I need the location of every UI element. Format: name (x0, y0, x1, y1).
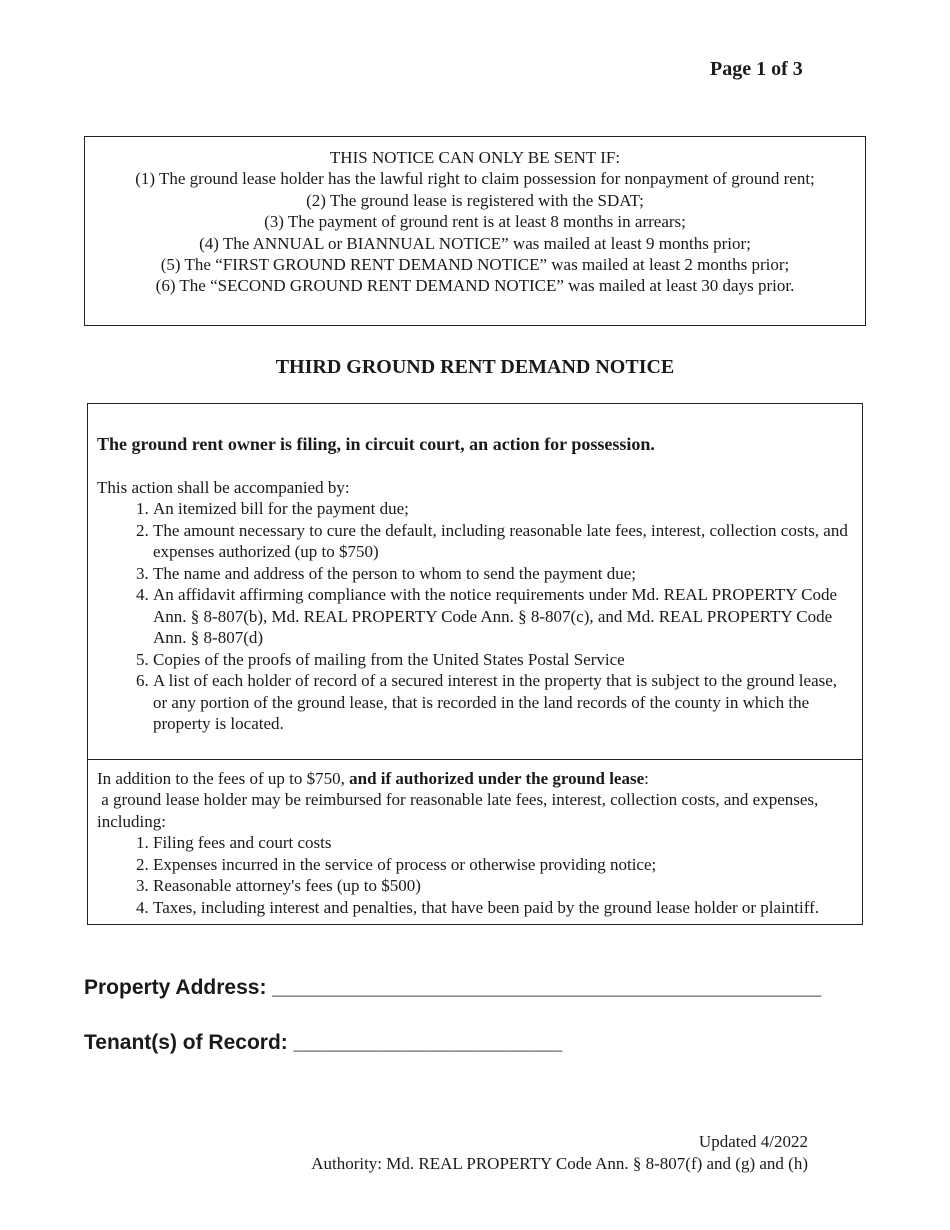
property-address-field[interactable]: Property Address: _______________________________________________ (84, 976, 822, 999)
reimbursement-intro-start: In addition to the fees of up to $750, (97, 768, 350, 788)
list-item: 5. Copies of the proofs of mailing from the United States Postal Service (153, 649, 852, 671)
document-title: THIRD GROUND RENT DEMAND NOTICE (275, 356, 675, 378)
list-item: 1. An itemized bill for the payment due; (153, 498, 852, 520)
list-item: 2. The amount necessary to cure the default, including reasonable late fees, interest, collection costs, and expenses authorized (up to $750) (153, 520, 852, 563)
reimbursement-intro-rest: a ground lease holder may be reimbursed for reasonable late fees, interest, collection costs, and expenses, including: (97, 790, 823, 831)
conditions-box (84, 136, 866, 326)
reimbursement-intro-colon: : (644, 768, 649, 788)
condition-item: (6) The “SECOND GROUND RENT DEMAND NOTICE” was mailed at least 30 days prior. (155, 276, 795, 296)
updated-date: Updated 4/2022 (698, 1132, 808, 1151)
accompanied-by-intro: This action shall be accompanied by: (97, 477, 350, 497)
tenants-of-record-field[interactable]: Tenant(s) of Record: _______________________ (84, 1031, 563, 1054)
list-item: 1. Filing fees and court costs (153, 832, 852, 854)
filing-statement: The ground rent owner is filing, in circuit court, an action for possession. (97, 434, 655, 454)
reimbursement-list (97, 832, 852, 918)
list-item: 2. Expenses incurred in the service of process or otherwise providing notice; (153, 854, 852, 876)
reimbursement-section (88, 759, 862, 925)
condition-item: (2) The ground lease is registered with the SDAT; (306, 190, 644, 210)
list-item: 3. Reasonable attorney's fees (up to $500) (153, 875, 852, 897)
accompaniment-list (97, 498, 852, 735)
condition-item: (1) The ground lease holder has the lawful right to claim possession for nonpayment of ground rent; (135, 169, 815, 189)
reimbursement-intro-bold: and if authorized under the ground lease (349, 768, 645, 788)
page-number: Page 1 of 3 (710, 58, 803, 80)
condition-item: (4) The ANNUAL or BIANNUAL NOTICE” was mailed at least 9 months prior; (199, 233, 751, 253)
condition-item: (3) The payment of ground rent is at least 8 months in arrears; (264, 212, 686, 232)
condition-item: (5) The “FIRST GROUND RENT DEMAND NOTICE” was mailed at least 2 months prior; (160, 255, 790, 275)
filing-section (88, 404, 862, 759)
list-item: 6. A list of each holder of record of a secured interest in the property that is subject to the ground lease, or any portion of the ground lease, that is recorded in the land records of the county in which the property is located. (153, 670, 852, 735)
reimbursement-intro (97, 768, 852, 790)
authority-citation: Authority: Md. REAL PROPERTY Code Ann. § 8-807(f) and (g) and (h) (311, 1154, 808, 1173)
conditions-heading: THIS NOTICE CAN ONLY BE SENT IF: (329, 148, 621, 167)
list-item: 3. The name and address of the person to whom to send the payment due; (153, 563, 852, 585)
list-item: 4. Taxes, including interest and penalties, that have been paid by the ground lease holder or plaintiff. (153, 897, 852, 919)
notice-content-box (87, 403, 863, 925)
list-item: 4. An affidavit affirming compliance with the notice requirements under Md. REAL PROPERTY Code Ann. § 8-807(b), Md. REAL PROPERTY Code Ann. § 8-807(c), and Md. REAL PROPERTY Code Ann. § 8-807(d) (153, 584, 852, 649)
